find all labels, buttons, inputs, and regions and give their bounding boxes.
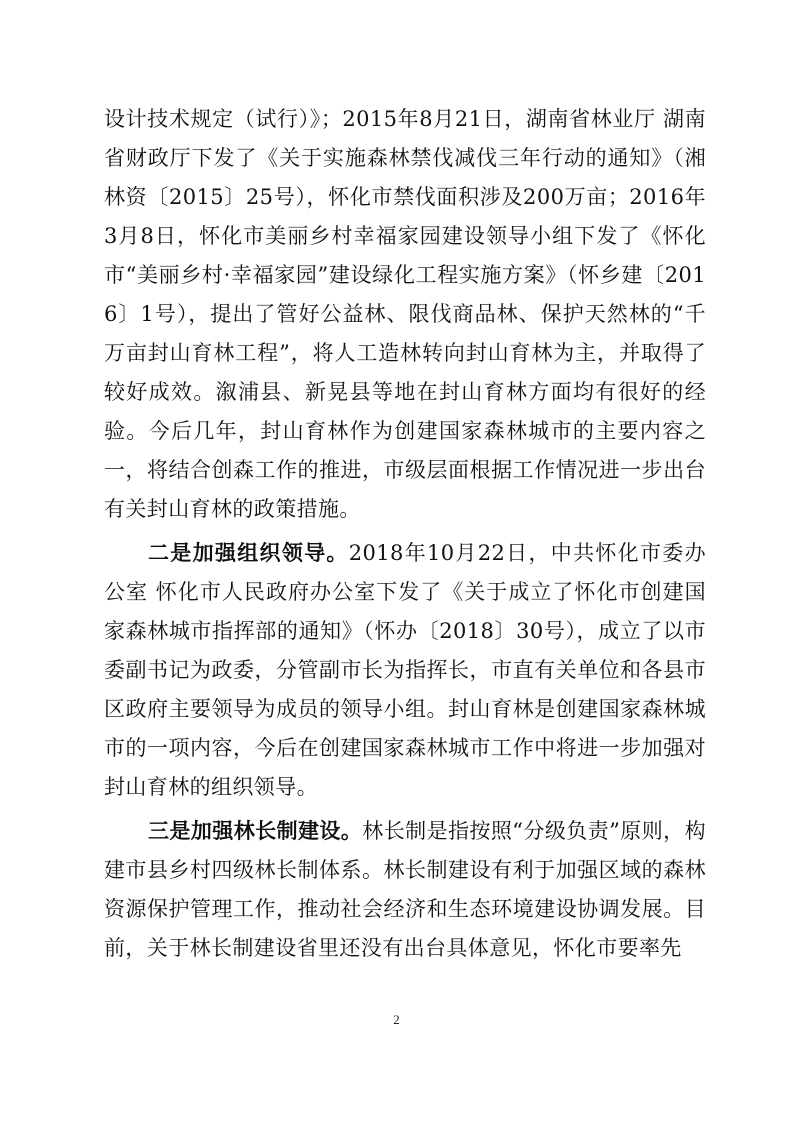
paragraph-2-text: 2018年10月22日，中共怀化市委办公室 怀化市人民政府办公室下发了《关于成立了怀化市创建国家森林城市指挥部的通知》（怀办〔2018〕30号），成立了以市委副书记为政委，分管副市长为指挥长，市直有关单位和各县市区政府主要领导为成员的领导小组。封山育林是创建国家森林城市的一项内容，今后在创建国家森林城市工作中将进一步加强对封山育林的组织领导。 xyxy=(104,541,706,799)
document-body xyxy=(104,100,706,968)
page-number: 2 xyxy=(393,1012,400,1027)
paragraph-1-text: 设计技术规定（试行）》；2015年8月21日，湖南省林业厅 湖南省财政厅下发了《关于实施森林禁伐减伐三年行动的通知》（湘林资〔2015〕25号），怀化市禁伐面积涉及200万亩；2016年3月8日，怀化市美丽乡村幸福家园建设领导小组下发了《怀化市“美丽乡村·幸福家园”建设绿化工程实施方案》（怀乡建〔2016〕1号），提出了管好公益林、限伐商品林、保护天然林的“千万亩封山育林工程”，将人工造林转向封山育林为主，并取得了较好成效。溆浦县、新晃县等地在封山育林方面均有很好的经验。今后几年，封山育林作为创建国家森林城市的主要内容之一，将结合创森工作的推进，市级层面根据工作情况进一步出台有关封山育林的政策措施。 xyxy=(104,107,706,521)
paragraph-organization-leadership xyxy=(104,534,706,807)
paragraph-continuation xyxy=(104,100,706,529)
paragraph-3-heading: 三是加强林长制建设。 xyxy=(148,819,363,843)
paragraph-3-text: 林长制是指按照“分级负责”原则，构建市县乡村四级林长制体系。林长制建设有利于加强区域的森林资源保护管理工作，推动社会经济和生态环境建设协调发展。目前，关于林长制建设省里还没有出台具体意见，怀化市要率先 xyxy=(104,819,706,960)
paragraph-2-heading: 二是加强组织领导。 xyxy=(148,541,349,565)
paragraph-forest-chief-system xyxy=(104,812,706,968)
